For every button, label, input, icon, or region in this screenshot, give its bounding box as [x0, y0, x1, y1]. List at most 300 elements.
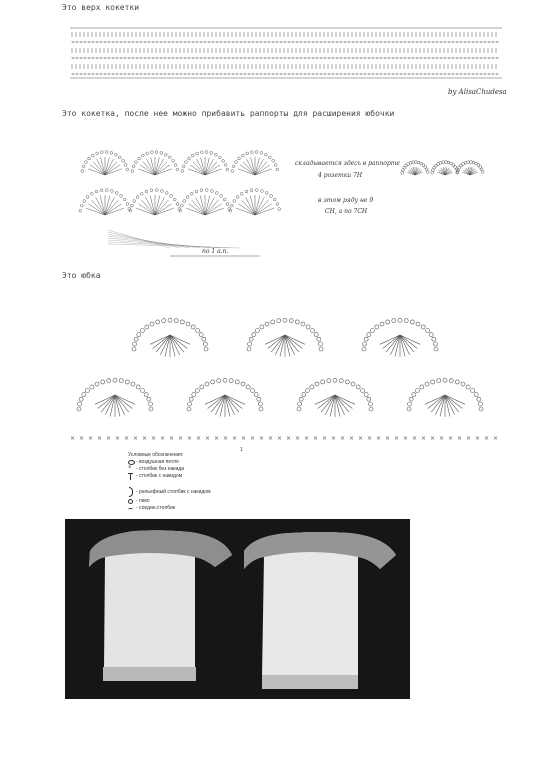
band-chain: [156, 73, 158, 75]
band-chain: [168, 41, 170, 43]
band-chain: [288, 73, 290, 75]
band-chain: [464, 41, 466, 43]
band-chain: [464, 57, 466, 59]
skirt-fan-top-0-chain: [186, 322, 190, 326]
band-chain: [460, 57, 462, 59]
band-chain: [352, 41, 354, 43]
legend-item-slip: [128, 505, 278, 512]
band-chain: [232, 57, 234, 59]
band-chain: [488, 41, 490, 43]
skirt-fan-top-1-chain: [252, 333, 256, 337]
band-chain: [304, 41, 306, 43]
band-chain: [220, 57, 222, 59]
skirt-fan-bottom-3-chain: [466, 385, 470, 389]
yoke-fan-top-2-chain: [226, 168, 229, 171]
skirt-fan-bottom-2-chain: [333, 378, 337, 382]
band-chain: [200, 41, 202, 43]
band-chain: [208, 73, 210, 75]
yoke-fan-top-2-chain: [196, 152, 199, 155]
band-chain: [168, 57, 170, 59]
band-chain: [372, 73, 374, 75]
band-chain: [116, 73, 118, 75]
band-chain: [344, 73, 346, 75]
band-chain: [76, 41, 78, 43]
skirt-fan-bottom-0-chain: [82, 393, 86, 397]
legend-label-picot: - пико: [136, 498, 150, 504]
yoke-fan-top-0-chain: [122, 159, 125, 162]
band-chain: [292, 57, 294, 59]
yoke-fan-top-0-chain: [118, 156, 121, 159]
band-chain: [152, 73, 154, 75]
skirt-fan-bottom-1-chain: [188, 402, 192, 406]
yoke-note-4: СН, а по 7СН: [325, 208, 368, 215]
band-chain: [92, 41, 94, 43]
band-chain: [72, 57, 74, 59]
skirt-sc-mark: ×: [97, 435, 103, 442]
band-chain: [484, 73, 486, 75]
band-chain: [472, 57, 474, 59]
band-chain: [104, 57, 106, 59]
legend-label-slip: - соедин.столбик: [136, 505, 176, 511]
yoke-fan-top-0-chain: [105, 151, 108, 154]
skirt-fan-top-1-chain: [301, 322, 305, 326]
band-chain: [136, 57, 138, 59]
band-chain: [376, 41, 378, 43]
yoke-fan-top-1-chain: [160, 151, 163, 154]
band-chain: [164, 73, 166, 75]
band-chain: [468, 41, 470, 43]
skirt-fan-top-0-chain: [156, 320, 160, 324]
yoke-fan-top-3-chain: [246, 152, 249, 155]
skirt-fan-top-0-chain: [132, 347, 136, 351]
skirt-fan-bottom-2-chain: [367, 397, 371, 401]
legend-label-sc: - столбик без накида: [136, 466, 184, 472]
skirt-sc-mark: ×: [169, 435, 175, 442]
skirt-fan-top-2-chain: [386, 320, 390, 324]
band-chain: [480, 73, 482, 75]
skirt-fan-bottom-2-chain: [302, 393, 306, 397]
band-chain: [200, 57, 202, 59]
skirt-fan-bottom-3-chain: [477, 397, 481, 401]
band-chain: [348, 73, 350, 75]
band-chain: [128, 41, 130, 43]
band-chain: [492, 57, 494, 59]
legend-label-relief: - рельефный столбик с накидом: [136, 489, 211, 495]
yoke-fan-bottom-3-chain: [240, 192, 243, 195]
skirt-fan-top-2-chain: [362, 347, 366, 351]
band-chain: [112, 57, 114, 59]
skirt-sc-mark: ×: [196, 435, 202, 442]
band-chain: [388, 57, 390, 59]
yoke-fan-bottom-2-chain: [226, 203, 229, 206]
skirt-fan-top-0-chain: [191, 325, 195, 329]
yoke-fan-top-0-chain: [82, 165, 85, 168]
yoke-side-fan-2-chain: [467, 161, 470, 164]
skirt-sc-mark: ×: [412, 435, 418, 442]
skirt-fan-bottom-1-chain: [217, 379, 221, 383]
yoke-fan-bottom-3-chain: [245, 190, 248, 193]
yoke-fan-top-3-chain: [232, 165, 235, 168]
skirt-fan-bottom-0-chain: [131, 382, 135, 386]
band-chain: [256, 57, 258, 59]
band-chain: [328, 57, 330, 59]
skirt-sc-mark: ×: [259, 435, 265, 442]
band-chain: [476, 41, 478, 43]
yoke-fan-top-0-chain: [124, 164, 127, 167]
skirt-fan-top-1-chain: [319, 347, 323, 351]
band-chain: [204, 41, 206, 43]
band-chain: [104, 41, 106, 43]
band-chain: [132, 57, 134, 59]
band-chain: [272, 41, 274, 43]
yoke-fan-top-2-chain: [182, 165, 185, 168]
band-chain: [364, 73, 366, 75]
band-chain: [384, 41, 386, 43]
band-chain: [236, 57, 238, 59]
band-chain: [248, 57, 250, 59]
band-chain: [444, 57, 446, 59]
band-chain: [468, 73, 470, 75]
skirt-fan-top-1-chain: [314, 333, 318, 337]
band-chain: [148, 73, 150, 75]
yoke-fan-top-3-chain: [264, 153, 267, 156]
skirt-sc-mark: ×: [358, 435, 364, 442]
yoke-side-fan-0-chain: [426, 170, 429, 173]
top-yoke-band-chart: [0, 0, 553, 90]
band-chain: [112, 73, 114, 75]
skirt-fan-top-2-chain: [367, 333, 371, 337]
skirt-fan-top-2-chain: [426, 328, 430, 332]
skirt-sc-mark: ×: [142, 435, 148, 442]
band-chain: [296, 41, 298, 43]
band-chain: [200, 73, 202, 75]
band-chain: [184, 73, 186, 75]
band-chain: [304, 57, 306, 59]
band-chain: [420, 41, 422, 43]
yoke-fan-top-2-chain: [222, 159, 225, 162]
skirt-fan-bottom-1-chain: [211, 380, 215, 384]
band-chain: [284, 41, 286, 43]
bent-stitch-icon: [129, 487, 133, 497]
band-chain: [184, 57, 186, 59]
band-chain: [320, 57, 322, 59]
band-chain: [96, 73, 98, 75]
skirt-fan-bottom-3-chain: [449, 379, 453, 383]
band-chain: [180, 57, 182, 59]
band-chain: [388, 41, 390, 43]
skirt-fan-bottom-2-chain: [327, 379, 331, 383]
yoke-fan-bottom-3-chain: [265, 192, 268, 195]
section-caption-skirt: Это юбка: [62, 271, 101, 280]
band-chain: [88, 57, 90, 59]
skirt-fan-bottom-2-chain: [305, 388, 309, 392]
skirt-fan-top-1-chain: [311, 328, 315, 332]
yoke-fan-top-3-chain: [268, 156, 271, 159]
yoke-fan-top-2-chain: [218, 156, 221, 159]
skirt-sc-mark: ×: [79, 435, 85, 442]
repeat-label: по 1 а.п.: [202, 248, 229, 255]
skirt-fan-bottom-2-chain: [321, 380, 325, 384]
yoke-fan-bottom-1-chain: [136, 196, 139, 199]
yoke-side-fan-2-chain: [464, 161, 467, 164]
band-chain: [108, 41, 110, 43]
yoke-fan-top-1-chain: [146, 152, 149, 155]
band-chain: [312, 41, 314, 43]
band-chain: [268, 73, 270, 75]
skirt-fan-bottom-1-chain: [223, 378, 227, 382]
yoke-fan-bottom-0-chain: [120, 194, 123, 197]
band-chain: [140, 73, 142, 75]
band-chain: [208, 41, 210, 43]
yoke-fan-top-3-chain: [272, 159, 275, 162]
yoke-fan-bottom-1-chain: [173, 198, 176, 201]
band-chain: [204, 73, 206, 75]
skirt-fan-top-0-chain: [134, 337, 138, 341]
band-chain: [136, 73, 138, 75]
yoke-fan-bottom-0-chain: [80, 204, 83, 207]
band-chain: [192, 73, 194, 75]
yoke-fan-bottom-1-chain: [155, 189, 158, 192]
band-chain: [332, 57, 334, 59]
band-chain: [344, 41, 346, 43]
skirt-fan-bottom-2-chain: [315, 382, 319, 386]
band-chain: [224, 73, 226, 75]
band-chain: [356, 41, 358, 43]
band-chain: [300, 73, 302, 75]
band-chain: [476, 57, 478, 59]
band-chain: [188, 73, 190, 75]
band-chain: [476, 73, 478, 75]
yoke-fan-top-2-chain: [181, 170, 184, 173]
band-chain: [156, 57, 158, 59]
skirt-fan-bottom-3-chain: [420, 385, 424, 389]
yoke-leader-line: [108, 236, 200, 248]
legend-item-sc: [128, 466, 278, 473]
band-chain: [172, 41, 174, 43]
skirt-fan-bottom-3-chain: [478, 402, 482, 406]
band-chain: [284, 73, 286, 75]
skirt-fan-bottom-0-chain: [85, 388, 89, 392]
yoke-fan-bottom-0-chain: [115, 192, 118, 195]
band-chain: [208, 57, 210, 59]
band-chain: [452, 57, 454, 59]
band-chain: [396, 41, 398, 43]
skirt-sc-mark: ×: [187, 435, 193, 442]
band-chain: [436, 73, 438, 75]
band-chain: [424, 41, 426, 43]
skirt-sc-mark: ×: [106, 435, 112, 442]
band-chain: [336, 57, 338, 59]
band-chain: [228, 41, 230, 43]
skirt-fan-bottom-1-chain: [205, 382, 209, 386]
band-chain: [448, 41, 450, 43]
yoke-fan-bottom-2-chain: [195, 190, 198, 193]
section-caption-yoke: Это кокетка, после нее можно прибавить раппорты для расширения юбочки: [62, 109, 395, 118]
skirt-fan-bottom-2-chain: [364, 393, 368, 397]
skirt-sc-mark: ×: [403, 435, 409, 442]
band-chain: [116, 41, 118, 43]
skirt-sc-mark: ×: [421, 435, 427, 442]
skirt-fan-top-0-chain: [202, 337, 206, 341]
band-chain: [196, 73, 198, 75]
band-chain: [224, 41, 226, 43]
band-chain: [268, 57, 270, 59]
skirt-fan-top-2-chain: [404, 319, 408, 323]
slip-stitch-icon: [128, 508, 133, 511]
skirt-fan-bottom-2-chain: [339, 379, 343, 383]
band-chain: [368, 57, 370, 59]
band-chain: [148, 41, 150, 43]
skirt-fan-top-1-chain: [260, 325, 264, 329]
yoke-fan-bottom-1-chain: [160, 190, 163, 193]
yoke-fan-top-2-chain: [214, 153, 217, 156]
band-chain: [144, 41, 146, 43]
yoke-fan-bottom-0-chain: [100, 189, 103, 192]
skirt-sc-mark: ×: [151, 435, 157, 442]
band-chain: [348, 41, 350, 43]
skirt-fan-top-1-chain: [318, 342, 322, 346]
legend: [128, 452, 278, 512]
yoke-fan-top-2-chain: [205, 151, 208, 154]
yoke-fan-bottom-3-chain: [276, 203, 279, 206]
band-chain: [276, 73, 278, 75]
yoke-fan-top-1-chain: [131, 170, 134, 173]
legend-item-chain: [128, 459, 278, 466]
skirt-fan-bottom-0-chain: [107, 379, 111, 383]
band-chain: [312, 57, 314, 59]
band-chain: [304, 73, 306, 75]
skirt-fan-bottom-3-chain: [437, 379, 441, 383]
band-chain: [196, 57, 198, 59]
band-chain: [140, 41, 142, 43]
band-chain: [192, 57, 194, 59]
band-chain: [220, 41, 222, 43]
skirt-sc-mark: ×: [214, 435, 220, 442]
band-chain: [144, 57, 146, 59]
yoke-fan-bottom-2-chain: [215, 192, 218, 195]
skirt-fan-bottom-0-chain: [144, 393, 148, 397]
band-chain: [364, 57, 366, 59]
band-chain: [256, 73, 258, 75]
band-chain: [168, 73, 170, 75]
yoke-fan-top-1-chain: [150, 151, 153, 154]
band-chain: [404, 41, 406, 43]
band-chain: [452, 41, 454, 43]
skirt-fan-bottom-0-chain: [125, 380, 129, 384]
band-chain: [496, 73, 498, 75]
band-chain: [268, 41, 270, 43]
band-chain: [124, 73, 126, 75]
band-chain: [296, 57, 298, 59]
band-chain: [408, 41, 410, 43]
band-chain: [416, 57, 418, 59]
skirt-sc-mark: ×: [277, 435, 283, 442]
yoke-side-fan-0-chain: [412, 161, 415, 164]
band-chain: [92, 73, 94, 75]
skirt-fan-top-1-chain: [306, 325, 310, 329]
band-chain: [436, 41, 438, 43]
yoke-fan-top-1-chain: [176, 168, 179, 171]
band-chain: [444, 41, 446, 43]
band-chain: [84, 73, 86, 75]
band-chain: [376, 57, 378, 59]
skirt-sc-mark: ×: [349, 435, 355, 442]
yoke-fan-bottom-1-chain: [165, 192, 168, 195]
band-chain: [80, 73, 82, 75]
skirt-fan-bottom-2-chain: [361, 388, 365, 392]
band-chain: [276, 57, 278, 59]
skirt-fan-bottom-1-chain: [200, 385, 204, 389]
band-chain: [124, 57, 126, 59]
yoke-note-3: в этом ряду не 9: [318, 197, 374, 204]
skirt-fan-top-1-chain: [248, 342, 252, 346]
band-chain: [160, 73, 162, 75]
band-chain: [416, 73, 418, 75]
band-chain: [104, 73, 106, 75]
skirt-sc-mark: ×: [313, 435, 319, 442]
band-chain: [252, 73, 254, 75]
yoke-fan-bottom-2-chain: [205, 189, 208, 192]
yoke-fan-bottom-0-chain: [123, 198, 126, 201]
skirt-sc-mark: ×: [295, 435, 301, 442]
band-chain: [88, 73, 90, 75]
skirt-fan-top-2-chain: [392, 319, 396, 323]
skirt-fan-top-0-chain: [162, 319, 166, 323]
skirt-fan-top-0-chain: [204, 347, 208, 351]
yoke-note-1: складывается здесь в раппорте: [295, 160, 400, 167]
band-chain: [100, 73, 102, 75]
yoke-fan-top-1-chain: [138, 157, 141, 160]
band-chain: [176, 57, 178, 59]
band-chain: [112, 41, 114, 43]
yoke-fan-top-0-chain: [114, 153, 117, 156]
band-chain: [96, 57, 98, 59]
band-chain: [428, 73, 430, 75]
band-chain: [384, 73, 386, 75]
band-chain: [360, 73, 362, 75]
band-chain: [136, 41, 138, 43]
band-chain: [456, 41, 458, 43]
skirt-fan-top-0-chain: [180, 320, 184, 324]
band-chain: [84, 41, 86, 43]
skirt-fan-top-1-chain: [317, 337, 321, 341]
band-chain: [332, 73, 334, 75]
band-chain: [240, 57, 242, 59]
legend-label-dc: - столбик с накидом: [136, 473, 183, 479]
skirt-fan-bottom-1-chain: [192, 393, 196, 397]
band-chain: [452, 73, 454, 75]
band-chain: [264, 57, 266, 59]
yoke-fan-top-0-chain: [91, 154, 94, 157]
skirt-fan-bottom-3-chain: [455, 380, 459, 384]
yoke-fan-bottom-3-chain: [273, 198, 276, 201]
band-chain: [124, 41, 126, 43]
band-chain: [492, 73, 494, 75]
band-chain: [252, 41, 254, 43]
yoke-fan-top-0-chain: [81, 170, 84, 173]
yoke-fan-top-2-chain: [188, 157, 191, 160]
skirt-fan-top-1-chain: [249, 337, 253, 341]
band-chain: [192, 41, 194, 43]
band-chain: [152, 57, 154, 59]
band-chain: [436, 57, 438, 59]
yoke-fan-top-3-chain: [235, 161, 238, 164]
skirt-sc-mark: ×: [304, 435, 310, 442]
skirt-fan-bottom-0-chain: [136, 385, 140, 389]
band-chain: [308, 57, 310, 59]
yoke-fan-top-1-chain: [164, 153, 167, 156]
skirt-sc-mark: ×: [385, 435, 391, 442]
